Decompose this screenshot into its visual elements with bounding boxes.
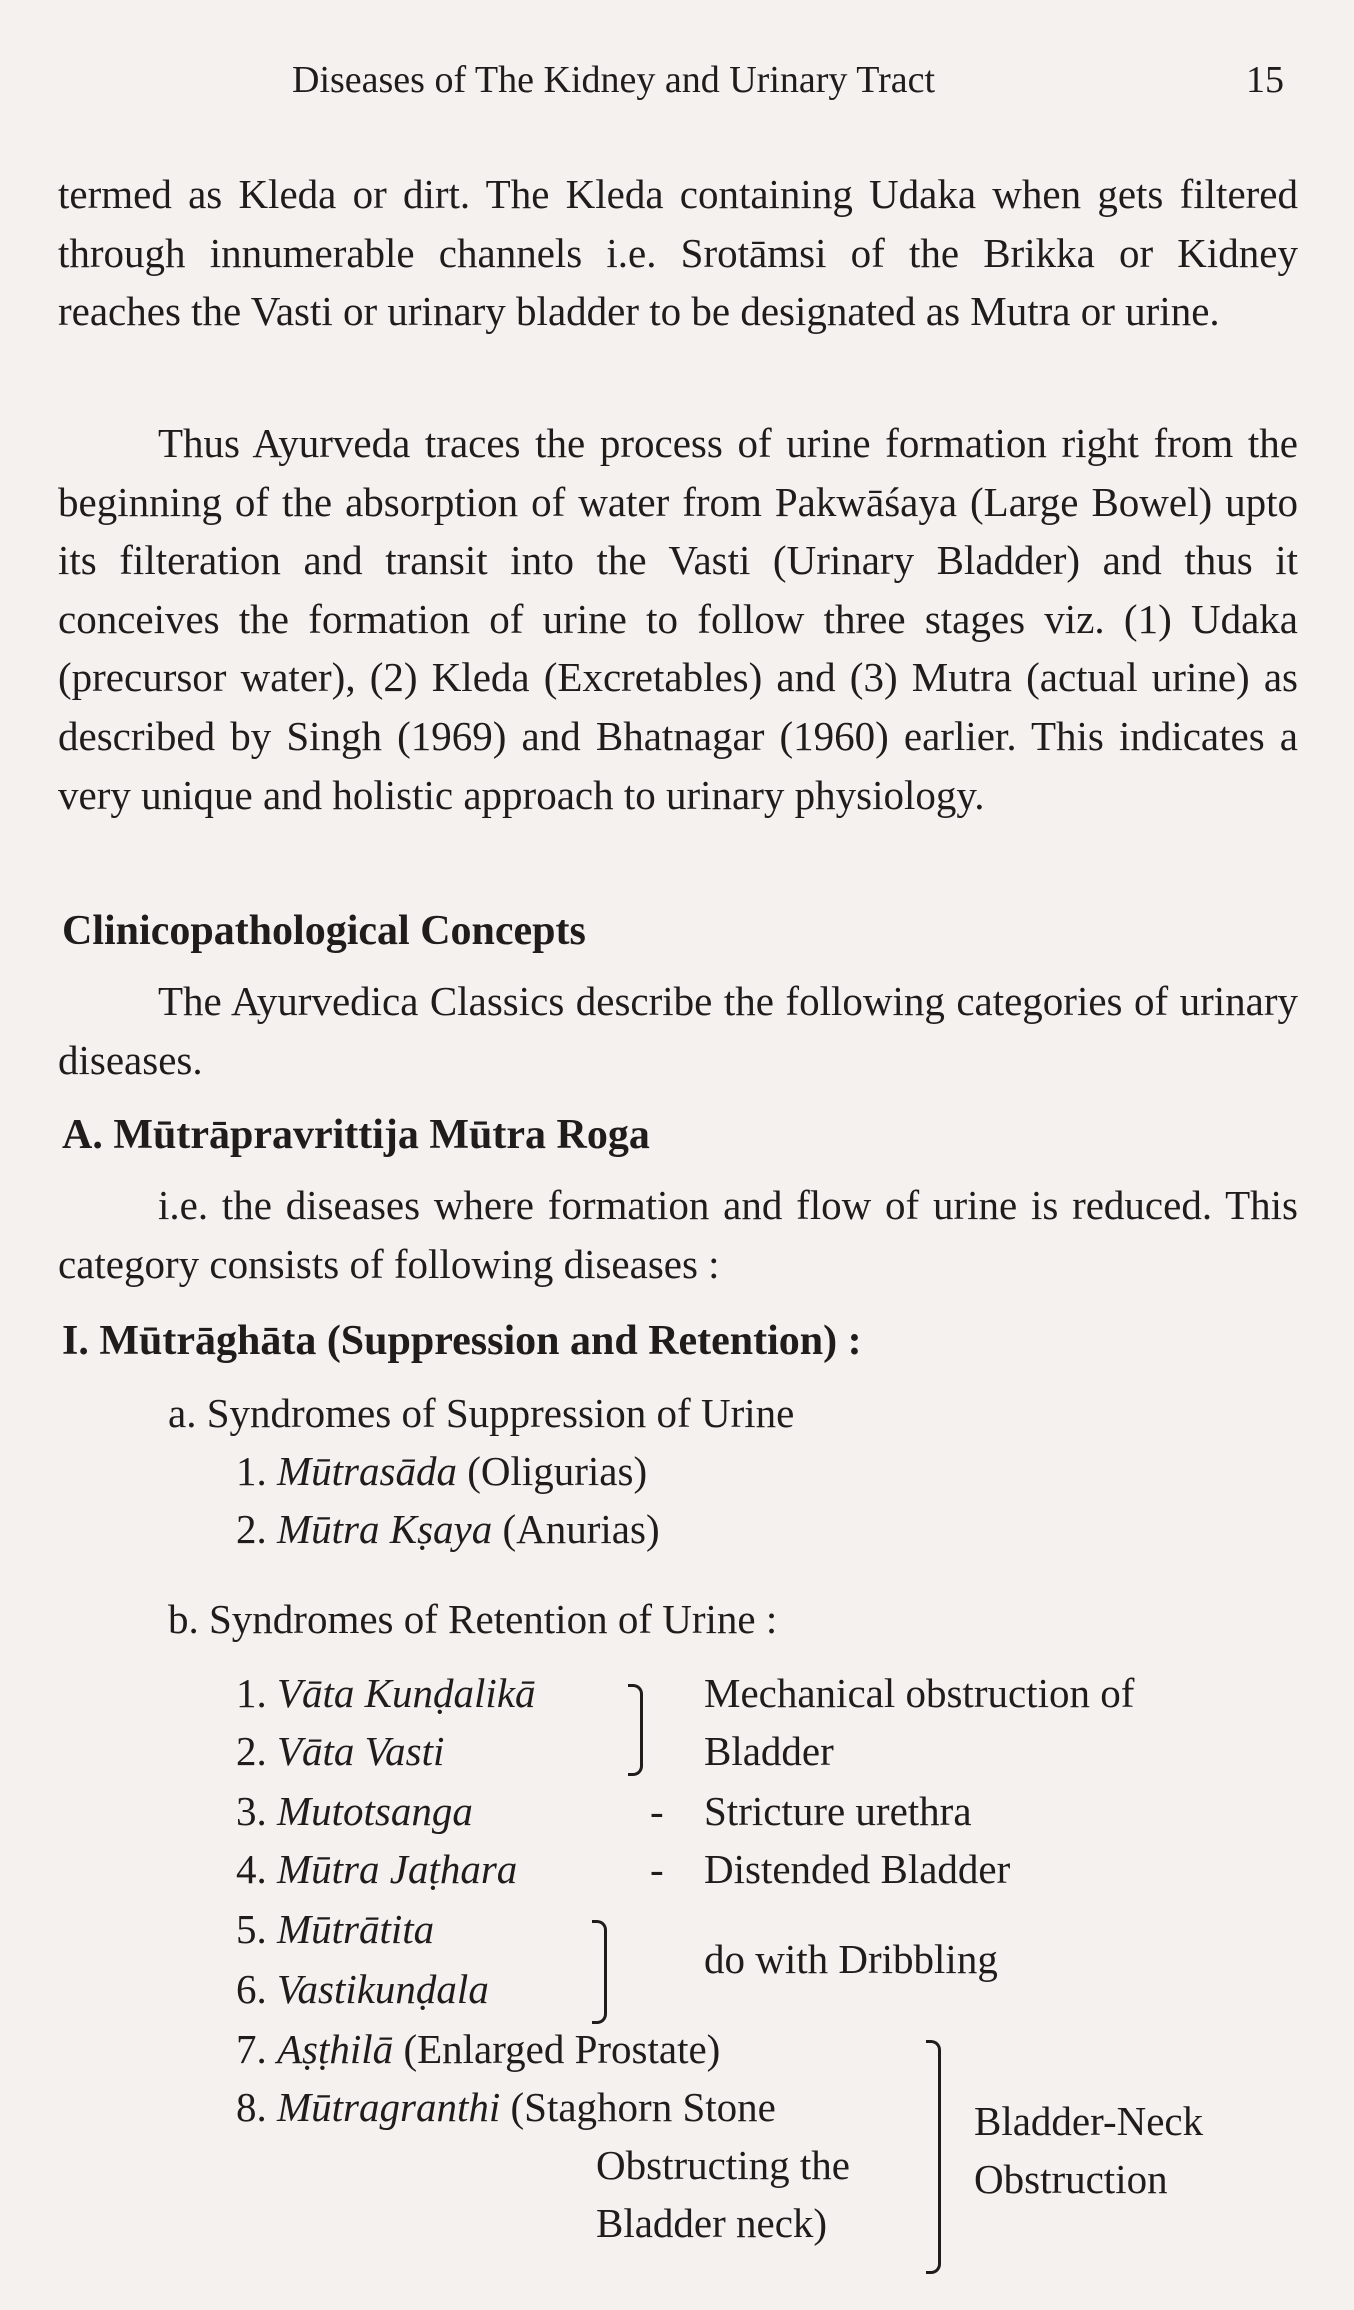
item-english: (Oligurias) xyxy=(467,1448,648,1494)
running-title: Diseases of The Kidney and Urinary Tract xyxy=(292,59,936,101)
item-name: Mutotsanga xyxy=(277,1788,473,1834)
note-dribbling: do with Dribbling xyxy=(704,1936,998,1982)
item-name: Aṣṭhilā xyxy=(277,2026,394,2072)
item-number: 6. xyxy=(236,1966,267,2012)
heading-category-a: A. Mūtrāpravrittija Mūtra Roga xyxy=(62,1112,650,1158)
note-bladder-neck-2: Obstruction xyxy=(974,2156,1168,2202)
item-number: 2. xyxy=(236,1506,267,1552)
item-english: (Enlarged Prostate) xyxy=(403,2026,721,2072)
retention-item-1 xyxy=(236,1664,536,1722)
item-number: 5. xyxy=(236,1906,267,1952)
paragraph-3: The Ayurvedica Classics describe the following categories of urinary diseases. xyxy=(58,978,1298,1083)
retention-item-2 xyxy=(236,1722,444,1780)
note-distended: Distended Bladder xyxy=(704,1846,1011,1892)
dash-3: - xyxy=(650,1788,664,1834)
page-number: 15 xyxy=(1246,59,1284,101)
item-number: 1. xyxy=(236,1670,267,1716)
suppression-title: a. Syndromes of Suppression of Urine xyxy=(168,1390,795,1436)
note-mechanical-1: Mechanical obstruction of xyxy=(704,1670,1135,1716)
retention-item-4 xyxy=(236,1840,517,1898)
item-name: Vāta Vasti xyxy=(277,1728,445,1774)
note-stricture: Stricture urethra xyxy=(704,1788,972,1834)
note-mechanical-2: Bladder xyxy=(704,1728,834,1774)
retention-item-6 xyxy=(236,1960,489,2018)
retention-item-8 xyxy=(236,2078,776,2136)
retention-item-8-continued: Bladder neck) xyxy=(596,2200,828,2246)
item-english: (Staghorn Stone xyxy=(510,2084,776,2130)
retention-title: b. Syndromes of Retention of Urine : xyxy=(168,1596,778,1642)
item-name: Mūtragranthi xyxy=(277,2084,501,2130)
item-name: Mūtra Kṣaya xyxy=(277,1506,493,1552)
item-number: 7. xyxy=(236,2026,267,2072)
dash-4: - xyxy=(650,1846,664,1892)
paragraph-4: i.e. the diseases where formation and flow of urine is reduced. This category consists of following diseases : xyxy=(58,1182,1298,1287)
item-number: 4. xyxy=(236,1846,267,1892)
item-number: 3. xyxy=(236,1788,267,1834)
item-name: Vastikunḍala xyxy=(277,1966,489,2012)
heading-group-1: I. Mūtrāghāta (Suppression and Retention) : xyxy=(62,1318,862,1364)
item-name: Mūtra Jaṭhara xyxy=(277,1846,518,1892)
retention-item-5 xyxy=(236,1900,434,1958)
suppression-item-1 xyxy=(236,1442,647,1500)
item-name: Mūtrasāda xyxy=(277,1448,457,1494)
item-name: Vāta Kunḍalikā xyxy=(277,1670,536,1716)
item-name: Mūtrātita xyxy=(277,1906,435,1952)
brace-dribbling xyxy=(592,1920,607,2024)
retention-item-7 xyxy=(236,2020,720,2078)
note-bladder-neck-1: Bladder-Neck xyxy=(974,2098,1204,2144)
paragraph-1: termed as Kleda or dirt. The Kleda containing Udaka when gets filtered through innumerable channels i.e. Srotāmsi of the Brikka or Kidney reaches the Vasti or urinary bladder to be designated as Mutra or urine. xyxy=(58,171,1298,335)
item-number: 1. xyxy=(236,1448,267,1494)
retention-item-3 xyxy=(236,1782,473,1840)
item-number: 8. xyxy=(236,2084,267,2130)
item-number: 2. xyxy=(236,1728,267,1774)
item-english: (Anurias) xyxy=(502,1506,660,1552)
page-header xyxy=(0,58,1354,114)
brace-bladder-neck xyxy=(926,2040,941,2274)
suppression-item-2 xyxy=(236,1500,660,1558)
brace-mechanical xyxy=(628,1684,643,1776)
heading-clinicopathological: Clinicopathological Concepts xyxy=(62,908,586,954)
retention-item-8-continued: Obstructing the xyxy=(596,2142,850,2188)
paragraph-2: Thus Ayurveda traces the process of urine formation right from the beginning of the absorption of water from Pakwāśaya (Large Bowel) upto its filteration and transit into the Vasti (Urinary Bladder) and thus it conceives the formation of urine to follow three stages viz. (1) Udaka (precursor water), (2) Kleda (Excretables) and (3) Mutra (actual urine) as described by Singh (1969) and Bhatnagar (1960) earlier. This indicates a very unique and holistic approach to urinary physiology. xyxy=(58,420,1298,818)
